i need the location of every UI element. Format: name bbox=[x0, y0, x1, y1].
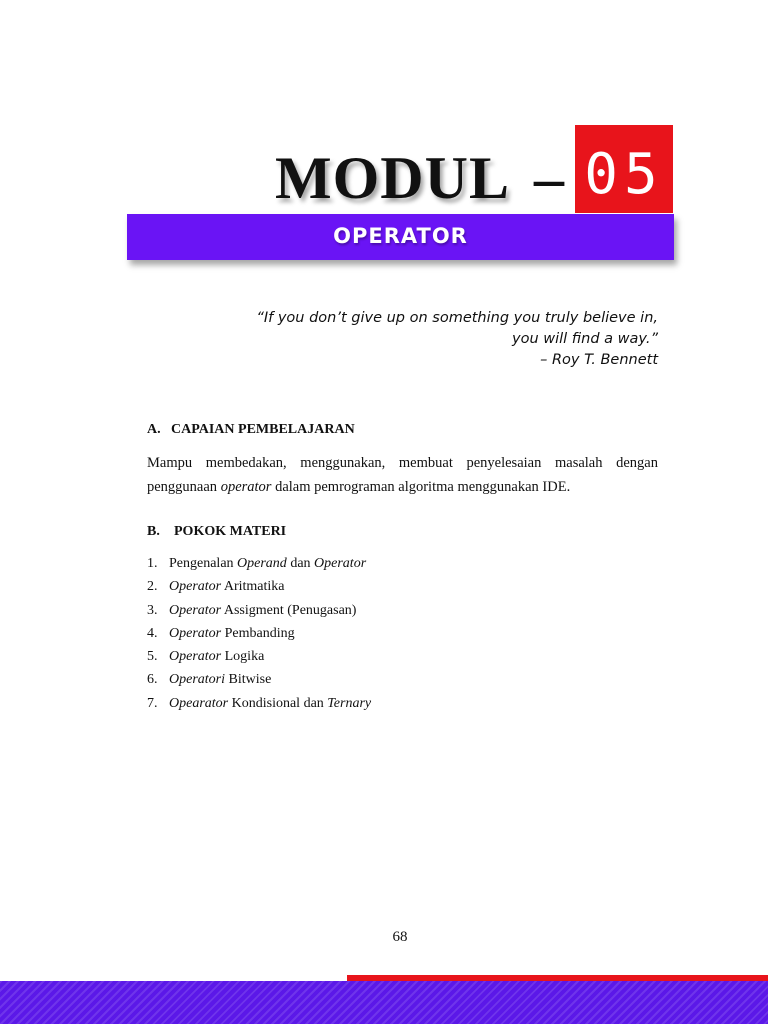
section-a-letter: A. bbox=[147, 422, 161, 437]
list-item bbox=[147, 575, 371, 598]
quote-line-1: “If you don’t give up on something you truly believe in, bbox=[256, 310, 658, 326]
list-number: 4. bbox=[147, 625, 158, 641]
paragraph-text: penggunaan bbox=[147, 479, 218, 495]
quote-line-2: you will find a way.” bbox=[512, 331, 658, 347]
item-text: Kondisional dan bbox=[231, 695, 324, 711]
item-text: Pengenalan bbox=[169, 556, 234, 571]
module-number-badge: 05 bbox=[575, 125, 673, 213]
page-number: 68 bbox=[392, 929, 408, 945]
topic-list bbox=[147, 552, 371, 715]
item-text: Pembanding bbox=[224, 625, 295, 641]
epigraph-quote bbox=[238, 308, 658, 371]
list-number: 7. bbox=[147, 695, 158, 711]
paragraph-line-2 bbox=[147, 475, 658, 499]
item-text: Logika bbox=[224, 649, 265, 665]
section-b-title: POKOK MATERI bbox=[174, 524, 287, 539]
section-a-heading bbox=[147, 422, 355, 438]
item-emphasis: Operator bbox=[169, 649, 222, 665]
item-text: Bitwise bbox=[228, 672, 272, 688]
list-item bbox=[147, 692, 371, 715]
list-number: 2. bbox=[147, 579, 158, 595]
section-a-paragraph bbox=[147, 451, 658, 499]
item-emphasis: Opearator bbox=[169, 695, 229, 711]
paragraph-text: dalam pemrograman algoritma menggunakan IDE. bbox=[275, 479, 571, 495]
item-text: Assigment (Penugasan) bbox=[223, 602, 357, 618]
list-item bbox=[147, 552, 371, 575]
section-b-heading bbox=[147, 524, 286, 540]
chapter-title: OPERATOR bbox=[333, 224, 468, 248]
quote-author: – Roy T. Bennett bbox=[540, 352, 658, 368]
chapter-banner bbox=[127, 214, 674, 260]
section-b-letter: B. bbox=[147, 524, 160, 539]
list-item bbox=[147, 622, 371, 645]
list-item bbox=[147, 599, 371, 622]
item-emphasis: Operator bbox=[169, 602, 222, 618]
list-number: 5. bbox=[147, 649, 158, 665]
list-item bbox=[147, 668, 371, 691]
paragraph-line-1: Mampu membedakan, menggunakan, membuat penyelesaian masalah dengan bbox=[147, 455, 658, 471]
list-number: 3. bbox=[147, 602, 158, 618]
list-number: 1. bbox=[147, 556, 158, 571]
section-a-title: CAPAIAN PEMBELAJARAN bbox=[171, 422, 355, 437]
item-emphasis: Operatori bbox=[169, 672, 225, 688]
list-number: 6. bbox=[147, 672, 158, 688]
item-text: dan bbox=[290, 556, 311, 571]
item-emphasis: Operator bbox=[169, 579, 222, 595]
list-item bbox=[147, 645, 371, 668]
item-emphasis: Operator bbox=[169, 625, 222, 641]
item-text: Aritmatika bbox=[223, 579, 285, 595]
item-emphasis: Operand bbox=[237, 556, 287, 571]
item-emphasis: Operator bbox=[314, 556, 367, 571]
item-emphasis: Ternary bbox=[327, 695, 372, 711]
paragraph-emphasis: operator bbox=[220, 479, 272, 495]
title-dash: – bbox=[534, 145, 564, 211]
module-title bbox=[0, 125, 768, 215]
footer-band bbox=[0, 981, 768, 1024]
modul-label: MODUL bbox=[275, 145, 510, 211]
